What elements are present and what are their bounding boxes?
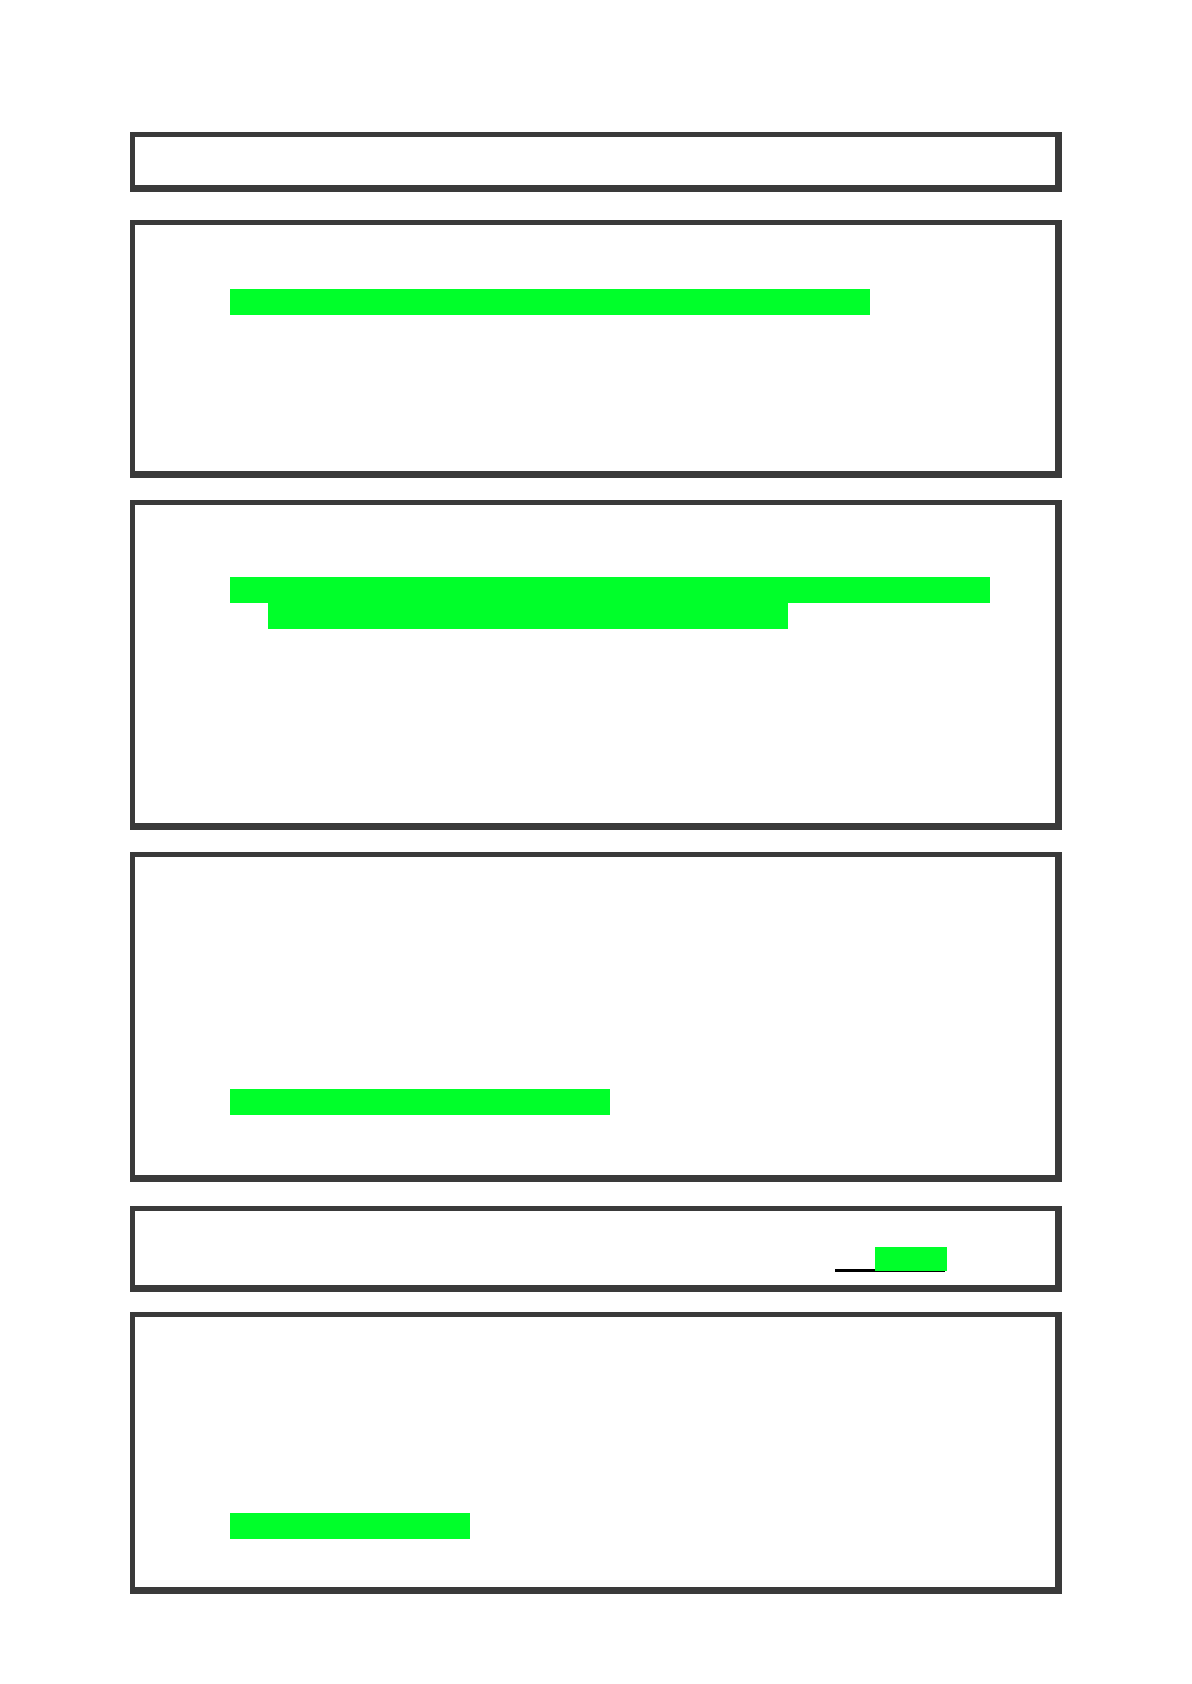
answer-option[interactable] bbox=[230, 743, 1010, 769]
answer-option[interactable] bbox=[230, 635, 1010, 661]
answer-option[interactable] bbox=[230, 1423, 870, 1449]
question-box bbox=[130, 500, 1062, 830]
answer-option[interactable] bbox=[230, 939, 1010, 965]
answer-option[interactable] bbox=[230, 1057, 730, 1083]
question-box bbox=[130, 852, 1062, 1182]
answer-option-correct[interactable] bbox=[268, 603, 788, 629]
answer-option-correct[interactable] bbox=[230, 1089, 610, 1115]
question-text bbox=[195, 875, 995, 899]
answer-option[interactable] bbox=[230, 971, 1030, 997]
question-box bbox=[130, 1206, 1062, 1292]
question-box bbox=[130, 1312, 1062, 1594]
answer-option[interactable] bbox=[230, 325, 1010, 351]
answer-option-correct[interactable] bbox=[230, 289, 870, 315]
answer-option-correct[interactable] bbox=[230, 577, 990, 603]
question-text bbox=[195, 1335, 995, 1359]
answer-option[interactable] bbox=[230, 149, 630, 175]
question-box bbox=[130, 220, 1062, 478]
answer-option-correct[interactable] bbox=[230, 1513, 470, 1539]
answer-option[interactable] bbox=[230, 1121, 610, 1147]
answer-option[interactable] bbox=[230, 411, 830, 437]
question-box bbox=[130, 132, 1062, 192]
answer-blank-highlight bbox=[875, 1247, 947, 1271]
question-text bbox=[195, 239, 995, 263]
question-text bbox=[195, 523, 995, 547]
answer-option[interactable] bbox=[230, 689, 1010, 715]
answer-option[interactable] bbox=[230, 1003, 1010, 1029]
answer-option[interactable] bbox=[230, 1391, 690, 1417]
answer-option[interactable] bbox=[230, 379, 870, 405]
answer-option[interactable] bbox=[230, 1455, 910, 1481]
question-text bbox=[195, 1221, 1015, 1245]
